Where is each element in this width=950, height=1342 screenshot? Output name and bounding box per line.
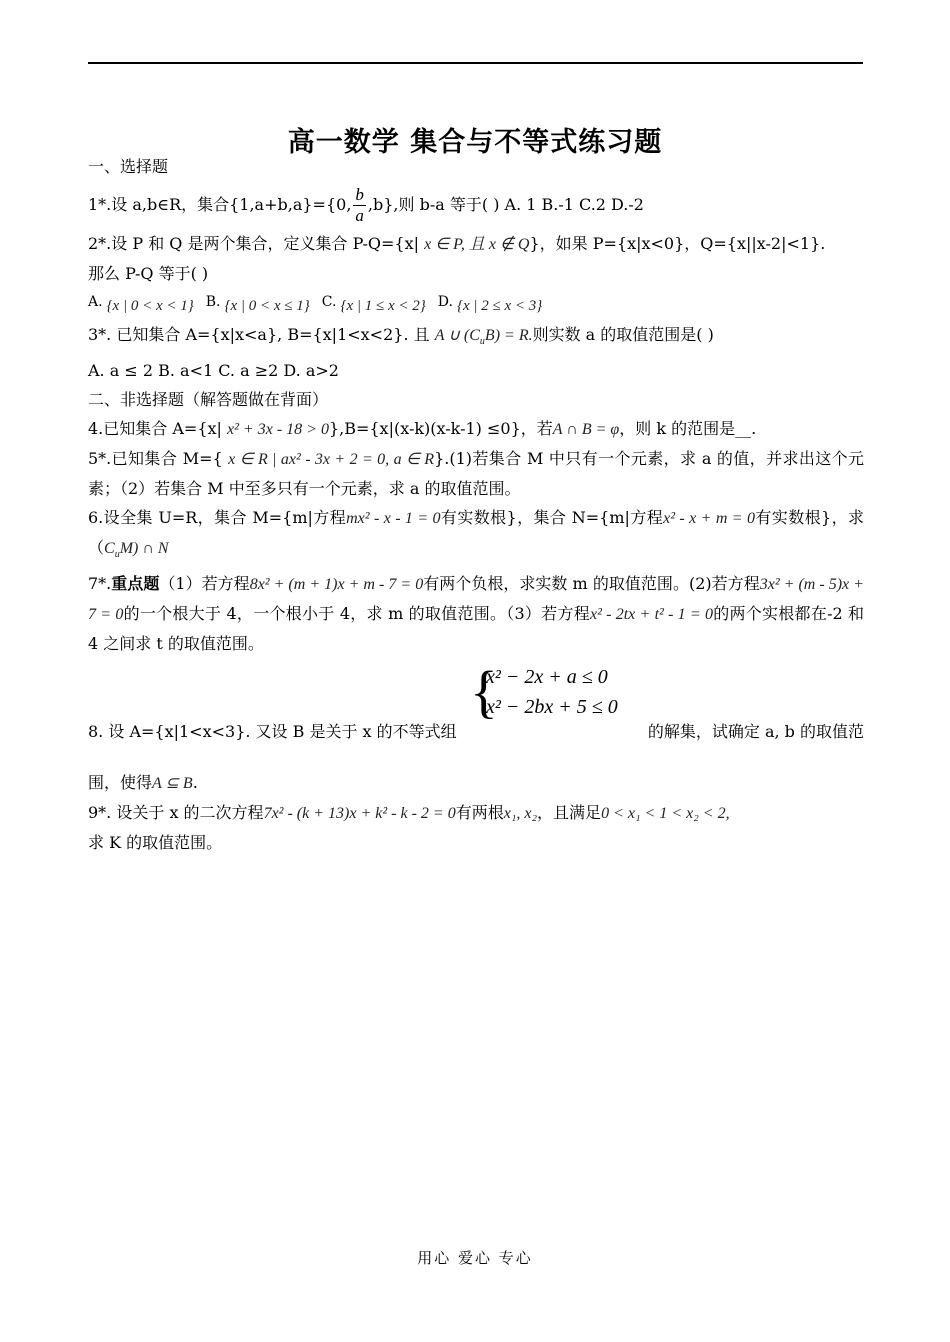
q8-text: 8. 设 A={x|1<x<3}. 又设 B 是关于 x 的不等式组 xyxy=(88,722,457,742)
q3-condition: A ∪ $(C_uB) = R$. xyxy=(434,327,533,348)
fraction-denominator: a xyxy=(355,206,364,225)
document-body xyxy=(88,152,864,857)
question-7: 7*.重点题（1）若方程8x² + (m + 1)x + m - 7 = 0有两个负根，求实数 m 的取值范围。(2)若方程3x² + (m - 5)x + 7 = 0的一个根大于 4，一个根小于 4，求 m 的取值范围。（3）若方程x² - 2tx + t² - 1 = 0的两个实根都在-2 和 4 之间求 t 的取值范围。 xyxy=(88,574,865,654)
section-heading-open: 二、非选择题（解答题做在背面） xyxy=(88,390,329,410)
q9-line2: 求 K 的取值范围。 xyxy=(88,833,223,853)
q2-condition: x ∈ P, 且 x ∉ Q xyxy=(424,236,530,253)
q1-fraction xyxy=(353,185,366,226)
q9-condition: 0 < x₁ < 1 < x₂ < 2, xyxy=(601,805,730,823)
q2-tail: }，如果 P={x|x<0}，Q={x||x-2|<1}. xyxy=(529,234,826,253)
q4-condition: A ∩ B = φ xyxy=(552,421,620,439)
question-2 xyxy=(88,229,864,259)
left-brace-icon: { xyxy=(470,659,498,725)
q8-condition: A ⊆ B xyxy=(152,775,193,793)
q2-option-c: C. {x | 1 ≤ x < 2} xyxy=(321,294,426,314)
q6-equation-2: x² - x + m = 0 xyxy=(663,510,755,528)
q2-options xyxy=(88,288,864,320)
q3-options: A. a ≤ 2 B. a<1 C. a ≥2 D. a>2 xyxy=(88,361,339,381)
question-8 xyxy=(88,660,864,752)
q8-line2: 围，使得A ⊆ B. xyxy=(88,773,198,793)
q9-equation: 7x² - (k + 13)x + k² - k - 2 = 0 xyxy=(263,805,456,823)
q2-option-a: A. {x | 0 < x < 1} xyxy=(88,294,194,314)
question-4: 4.已知集合 A={x| x² + 3x - 18 > 0},B={x|(x-k)(x-k-1) ≤0}，若A ∩ B = φ，则 k 的范围是__. xyxy=(88,419,757,439)
header-rule xyxy=(88,62,863,64)
q5-set-condition: x ∈ R | ax² - 3x + 2 = 0, a ∈ R xyxy=(228,451,435,469)
q3-tail: 则实数 a 的取值范围是( ) xyxy=(532,325,714,344)
page-footer: 用心 爱心 专心 xyxy=(417,1249,533,1267)
q7-equation-2: 3x² + (m - 5)x + 7 = 0 xyxy=(88,576,864,624)
q3-text: 3*. 已知集合 A={x|x<a}, B={x|1<x<2}. 且 xyxy=(88,325,430,344)
q7-equation-1: 8x² + (m + 1)x + m - 7 = 0 xyxy=(249,576,424,594)
question-6: 6.设全集 U=R，集合 M={m|方程mx² - x - 1 = 0有实数根}，集合 N={m|方程x² - x + m = 0有实数根}，求$(C_uM)$ ∩ N xyxy=(88,508,864,561)
q8-inequality-1: x² − 2x + a ≤ 0 xyxy=(486,666,608,689)
question-9: 9*. 设关于 x 的二次方程7x² - (k + 13)x + k² - k - 2 = 0有两根x₁, x₂，且满足0 < x₁ < 1 < x₂ < 2, xyxy=(88,803,730,823)
q2-option-d: D. {x | 2 ≤ x < 3} xyxy=(437,294,543,314)
page-title: 高一数学 集合与不等式练习题 xyxy=(287,127,663,158)
q9-roots: x₁, x₂ xyxy=(503,805,538,823)
q2-line2: 那么 P-Q 等于( ) xyxy=(88,264,209,283)
q6-equation-1: mx² - x - 1 = 0 xyxy=(346,510,441,528)
key-question-tag: 重点题 xyxy=(111,574,160,594)
q2-text: 2*.设 P 和 Q 是两个集合，定义集合 P-Q={x| xyxy=(88,234,419,253)
question-1 xyxy=(88,181,864,229)
fraction-numerator: b xyxy=(355,185,364,204)
q6-expression: $C_uM$) ∩ N xyxy=(104,540,169,561)
q1-text: 1*.设 a,b∈R，集合{1,a+b,a}={0, xyxy=(88,195,352,214)
q4-inequality: x² + 3x - 18 > 0 xyxy=(227,421,329,439)
question-3 xyxy=(88,320,864,356)
q1-tail: ,b},则 b-a 等于( ) A. 1 B.-1 C.2 D.-2 xyxy=(367,195,644,214)
section-heading-choice: 一、选择题 xyxy=(88,157,169,176)
q8-tail: 的解集，试确定 a, b 的取值范 xyxy=(647,722,864,742)
question-5: 5*.已知集合 M={ x ∈ R | ax² - 3x + 2 = 0, a ∈ R}.(1)若集合 M 中只有一个元素，求 a 的值，并求出这个元素；（2）若集合 M 中至多只有一个元素，求 a 的取值范围。 xyxy=(88,449,865,499)
q2-option-b: B. {x | 0 < x ≤ 1} xyxy=(205,294,310,314)
q7-equation-3: x² - 2tx + t² - 1 = 0 xyxy=(589,606,713,624)
q8-inequality-2: x² − 2bx + 5 ≤ 0 xyxy=(486,696,618,719)
